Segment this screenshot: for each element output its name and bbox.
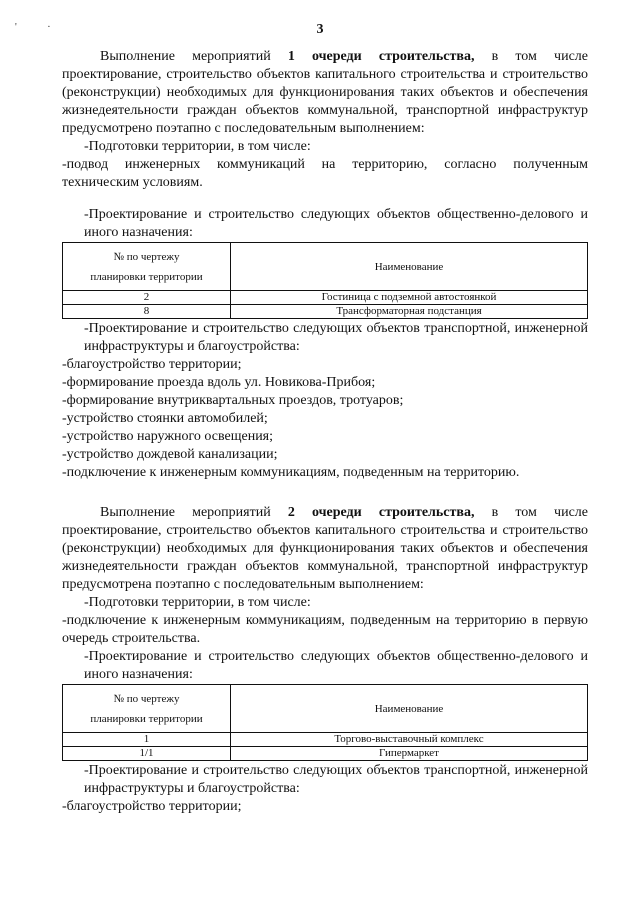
stage2-territory-prep: -Подготовки территории, в том числе: [84, 595, 311, 610]
table-header-number: № по чертежу планировки территории [63, 685, 231, 733]
list-item: -подключение к инженерным коммуникациям, подведенным на территорию. [62, 465, 520, 480]
table-header-name: Наименование [231, 243, 588, 291]
stage1-intro-bold: 1 очереди строительства, [287, 49, 475, 64]
list-item: -благоустройство территории; [62, 357, 242, 372]
table-row: 2 Гостиница с подземной автостоянкой [63, 291, 588, 305]
stage2-territory-item: -подключение к инженерным коммуникациям, подведенным на территорию в первую очередь строительства. [62, 613, 588, 646]
list-item: -формирование проезда вдоль ул. Новикова-Прибоя; [62, 375, 376, 390]
stage2-intro: Выполнение мероприятий 2 очереди строительства, в том числе проектирование, строительство объектов капитального строительства и строительство (реконструкции) необходимых для функционирования таких объектов и обеспечения жизнедеятельности граждан объектов коммунальной, транспортной инфраструктур предусмотрена поэтапно с последовательным выполнением: [62, 505, 588, 592]
table-header-name: Наименование [231, 685, 588, 733]
list-item: -устройство стоянки автомобилей; [62, 411, 268, 426]
stage1-intro: Выполнение мероприятий 1 очереди строительства, в том числе проектирование, строительство объектов капитального строительства и строительство (реконструкции) необходимых для функционирования таких объектов и обеспечения жизнедеятельности граждан объектов коммунальной, транспортной инфраструктур предусмотрено поэтапно с последовательным выполнением: [62, 49, 588, 136]
corner-marks: ' · [15, 22, 65, 33]
stage1-transport-heading: -Проектирование и строительство следующих объектов транспортной, инженерной инфраструктуры и благоустройства: [84, 321, 588, 354]
list-item: -формирование внутриквартальных проездов, тротуаров; [62, 393, 404, 408]
list-item: -устройство дождевой канализации; [62, 447, 278, 462]
table-row: 8 Трансформаторная подстанция [63, 305, 588, 319]
stage2-intro-bold: 2 очереди строительства, [287, 505, 475, 520]
table-header-number: № по чертежу планировки территории [63, 243, 231, 291]
stage1-objects-table [62, 242, 588, 319]
list-item: -устройство наружного освещения; [62, 429, 274, 444]
list-item: -благоустройство территории; [62, 799, 242, 814]
stage2-objects-table [62, 684, 588, 761]
stage1-territory-item: -подвод инженерных коммуникаций на территорию, согласно полученным техническим условиям. [62, 157, 588, 190]
page-number: 3 [316, 22, 324, 37]
table-row: 1 Торгово-выставочный комплекс [63, 733, 588, 747]
stage1-territory-prep: -Подготовки территории, в том числе: [84, 139, 311, 154]
table-row: 1/1 Гипермаркет [63, 747, 588, 761]
stage2-public-objects-heading: -Проектирование и строительство следующих объектов общественно-делового и иного назначения: [84, 649, 588, 682]
stage2-transport-heading: -Проектирование и строительство следующих объектов транспортной, инженерной инфраструктуры и благоустройства: [84, 763, 588, 796]
stage1-public-objects-heading: -Проектирование и строительство следующих объектов общественно-делового и иного назначения: [84, 207, 588, 240]
document-body [62, 48, 588, 816]
